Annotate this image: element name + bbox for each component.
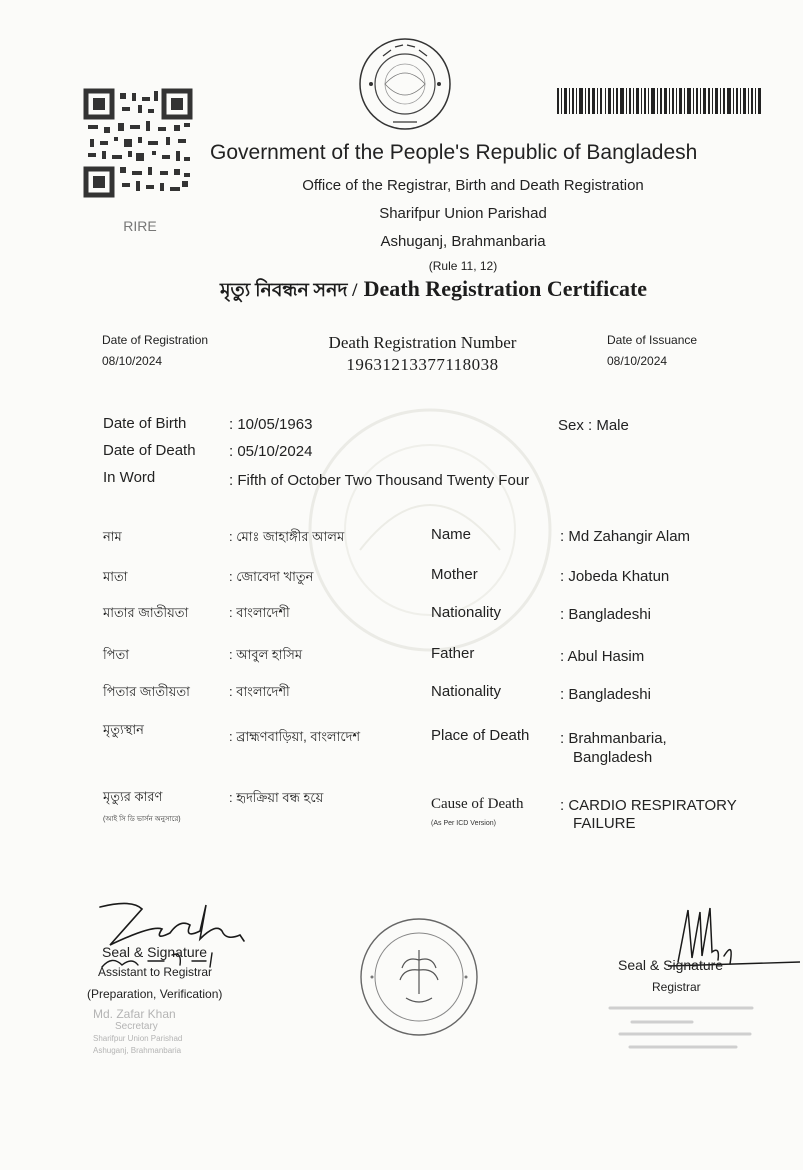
father-bn-value: : আবুল হাসিম: [229, 647, 303, 662]
date-of-birth-value: : 10/05/1963: [229, 416, 313, 433]
registrar-faded-stamp: [606, 1000, 756, 1060]
in-word-label: In Word: [103, 469, 156, 486]
date-of-issuance-value: 08/10/2024: [607, 354, 668, 368]
certificate-title: [220, 276, 647, 308]
certificate-title-bn: মৃত্যু নিবন্ধন সনদ /: [220, 280, 358, 301]
qr-code: [82, 87, 194, 199]
name-bn-label: নাম: [103, 529, 122, 544]
mother-bn-value: : জোবেদা খাতুন: [229, 569, 314, 584]
assistant-stamp-title: Secretary: [115, 1021, 158, 1032]
cause-of-death-bn-value: : হৃদক্রিয়া বন্ধ হয়ে: [229, 790, 324, 805]
cause-of-death-bn-label: মৃত্যুর কারণ: [103, 789, 163, 804]
date-of-registration-value: 08/10/2024: [102, 354, 163, 368]
place-of-death-value-line2: Bangladesh: [573, 749, 653, 766]
place-of-death-bn-value: : ব্রাহ্মণবাড়িয়া, বাংলাদেশ: [229, 729, 361, 744]
date-of-birth-label: Date of Birth: [103, 415, 187, 432]
assistant-stamp-location: Ashuganj, Brahmanbaria: [93, 1046, 182, 1055]
mother-bn-label: মাতা: [103, 569, 128, 584]
place-of-death-bn-label: মৃত্যুস্থান: [103, 722, 144, 737]
mother-nationality-bn-label: মাতার জাতীয়তা: [103, 605, 189, 620]
father-label: Father: [431, 645, 475, 662]
place-of-death-value: : Brahmanbaria,: [560, 730, 667, 747]
cause-of-death-value: : CARDIO RESPIRATORY: [560, 797, 737, 814]
date-of-registration-label: Date of Registration: [102, 333, 209, 347]
barcode: [557, 88, 761, 114]
union-parishad-seal: [358, 916, 480, 1038]
place-of-death-label: Place of Death: [431, 727, 530, 744]
assistant-signature: [92, 895, 252, 975]
assistant-role: Assistant to Registrar: [98, 965, 213, 979]
qr-caption: RIRE: [123, 218, 157, 234]
assistant-stamp-name: Md. Zafar Khan: [93, 1007, 176, 1021]
mother-label: Mother: [431, 566, 478, 583]
date-of-death-label: Date of Death: [103, 442, 196, 459]
cause-of-death-note: (As Per ICD Version): [431, 820, 496, 827]
office-name: Office of the Registrar, Birth and Death Registration: [302, 177, 644, 194]
father-nationality-bn-label: পিতার জাতীয়তা: [103, 684, 190, 699]
government-title: Government of the People's Republic of Bangladesh: [210, 141, 698, 164]
mother-value: : Jobeda Khatun: [560, 568, 670, 585]
registration-number-value: 19631213377118038: [346, 355, 499, 374]
father-value: : Abul Hasim: [560, 648, 645, 665]
registrar-role: Registrar: [652, 980, 701, 994]
assistant-note: (Preparation, Verification): [87, 987, 223, 1001]
location: Ashuganj, Brahmanbaria: [380, 233, 546, 250]
father-bn-label: পিতা: [103, 647, 130, 662]
date-of-issuance-label: Date of Issuance: [607, 333, 698, 347]
registration-number-label: Death Registration Number: [328, 333, 517, 352]
certificate-title-en: Death Registration Certificate: [363, 276, 648, 301]
cause-of-death-value-line2: FAILURE: [573, 815, 636, 832]
union-name: Sharifpur Union Parishad: [379, 205, 547, 222]
registrar-seal-label: Seal & Signature: [618, 957, 724, 973]
sex-value: Sex : Male: [558, 417, 629, 434]
name-bn-value: : মোঃ জাহাঙ্গীর আলম: [229, 529, 345, 544]
mother-nationality-bn-value: : বাংলাদেশী: [229, 605, 290, 620]
assistant-stamp-union: Sharifpur Union Parishad: [93, 1034, 183, 1043]
assistant-seal-label: Seal & Signature: [102, 944, 208, 960]
date-of-death-value: : 05/10/2024: [229, 443, 313, 460]
cause-of-death-label: Cause of Death: [431, 796, 524, 812]
mother-nationality-label: Nationality: [431, 604, 502, 621]
father-nationality-bn-value: : বাংলাদেশী: [229, 684, 290, 699]
father-nationality-value: : Bangladeshi: [560, 686, 651, 703]
in-word-value: : Fifth of October Two Thousand Twenty Four: [229, 472, 530, 489]
name-value: : Md Zahangir Alam: [560, 528, 691, 545]
rule-reference: (Rule 11, 12): [428, 259, 498, 273]
government-seal: [357, 36, 453, 132]
mother-nationality-value: : Bangladeshi: [560, 606, 651, 623]
cause-of-death-bn-note: (আই সি ডি ভার্সন অনুসারে): [103, 816, 181, 823]
name-label: Name: [431, 526, 472, 543]
father-nationality-label: Nationality: [431, 683, 502, 700]
